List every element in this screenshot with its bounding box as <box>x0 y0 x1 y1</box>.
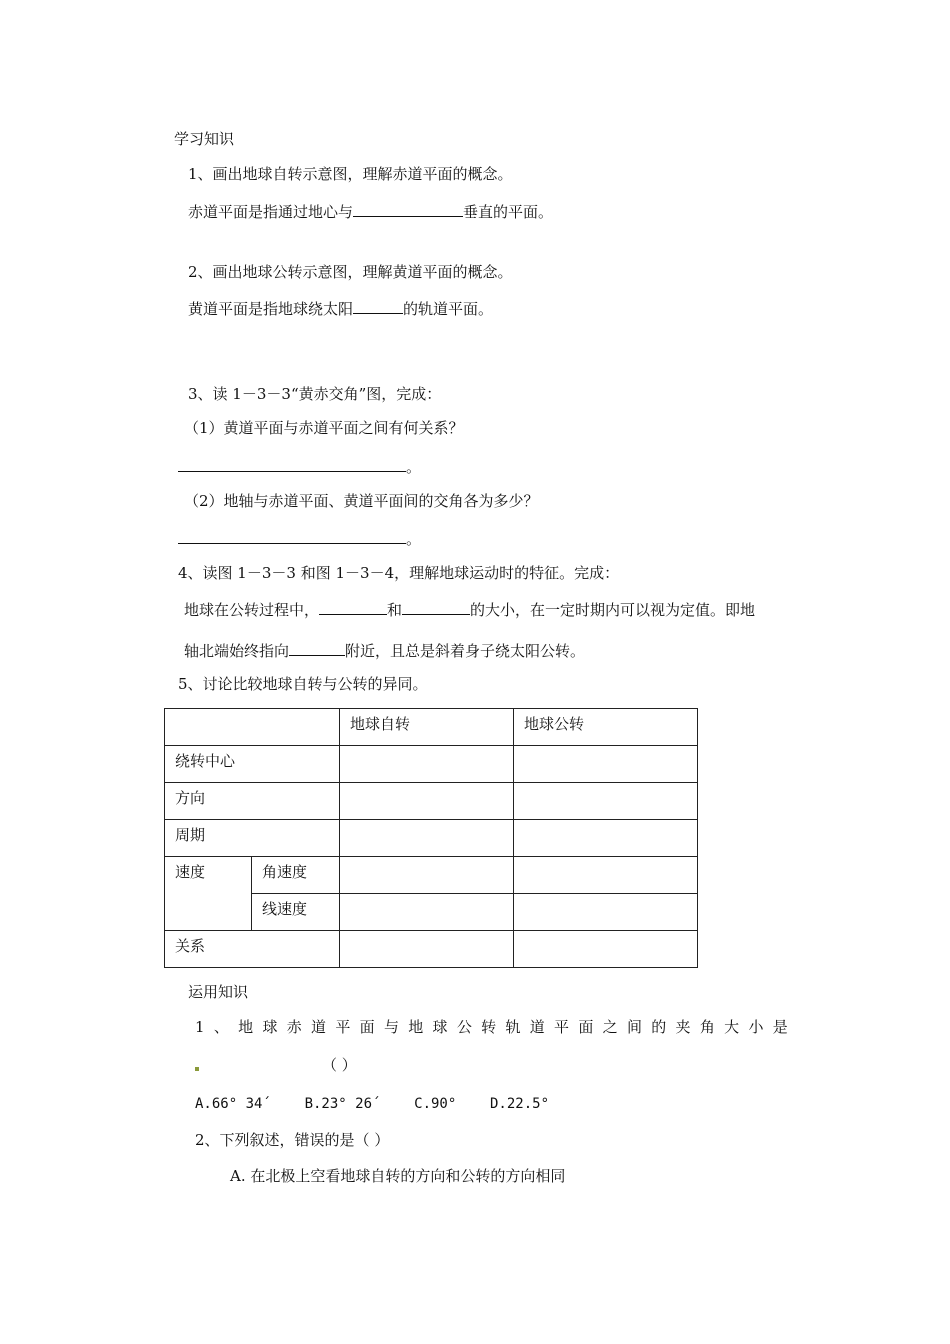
question-4-line-2 <box>184 639 585 661</box>
table-cell[interactable] <box>514 857 698 894</box>
q2-blank[interactable] <box>353 297 403 314</box>
table-row <box>165 857 698 894</box>
q2-fill-after: 的轨道平面。 <box>403 300 494 318</box>
table-cell[interactable] <box>340 894 514 931</box>
table-cell[interactable] <box>514 894 698 931</box>
q3-end-2: 。 <box>406 530 422 548</box>
table-cell[interactable] <box>514 783 698 820</box>
table-row-label: 速度 <box>165 857 252 931</box>
table-row-label: 关系 <box>165 931 340 968</box>
q4-blank-1[interactable] <box>319 598 387 615</box>
table-row <box>165 783 698 820</box>
q4-blank-2[interactable] <box>402 598 470 615</box>
table-row <box>165 931 698 968</box>
table-row-label: 绕转中心 <box>165 746 340 783</box>
table-corner-cell <box>165 709 340 746</box>
q4-blank-3[interactable] <box>289 639 345 656</box>
question-5: 5、讨论比较地球自转与公转的异同。 <box>178 675 428 693</box>
q4-l2-a: 轴北端始终指向 <box>184 642 290 660</box>
question-1: 1、画出地球自转示意图，理解赤道平面的概念。 <box>188 165 513 183</box>
question-3-sub1: （1）黄道平面与赤道平面之间有何关系？ <box>184 419 464 437</box>
table-header-rotation: 地球自转 <box>340 709 514 746</box>
table-cell[interactable] <box>340 746 514 783</box>
q1-fill-before: 赤道平面是指通过地心与 <box>188 203 354 221</box>
table-subrow-label: 角速度 <box>252 857 340 894</box>
table-header-revolution: 地球公转 <box>514 709 698 746</box>
exercise-2-option-a: A. 在北极上空看地球自转的方向和公转的方向相同 <box>230 1167 566 1185</box>
table-cell[interactable] <box>340 931 514 968</box>
q2-fill-before: 黄道平面是指地球绕太阳 <box>188 300 354 318</box>
table-cell[interactable] <box>514 820 698 857</box>
exercise-1-paren: （ ） <box>322 1056 357 1074</box>
section-title-apply: 运用知识 <box>188 983 249 1001</box>
table-cell[interactable] <box>514 746 698 783</box>
question-3: 3、读 1－3－3“黄赤交角”图，完成： <box>188 385 442 403</box>
table-cell[interactable] <box>514 931 698 968</box>
table-row <box>165 746 698 783</box>
table-cell[interactable] <box>340 783 514 820</box>
table-subrow-label: 线速度 <box>252 894 340 931</box>
question-1-fill <box>188 200 553 222</box>
table-row-label: 方向 <box>165 783 340 820</box>
table-row <box>165 709 698 746</box>
question-2: 2、画出地球公转示意图，理解黄道平面的概念。 <box>188 263 513 281</box>
table-cell[interactable] <box>340 820 514 857</box>
q3-end-1: 。 <box>406 458 422 476</box>
question-2-fill <box>188 297 493 319</box>
q4-l1-c: 的大小，在一定时期内可以视为定值。即地 <box>470 601 756 619</box>
q3-sub2-answer <box>178 527 421 549</box>
q4-l1-b: 和 <box>387 601 403 619</box>
exercise-2: 2、下列叙述，错误的是（ ） <box>195 1131 390 1149</box>
q3-sub1-answer <box>178 455 421 477</box>
section-title-learn: 学习知识 <box>174 130 235 148</box>
table-row <box>165 820 698 857</box>
q3-blank-1[interactable] <box>178 455 406 472</box>
marker-dot <box>195 1067 199 1071</box>
q4-l1-a: 地球在公转过程中， <box>184 601 320 619</box>
exercise-1: 1、地球赤道平面与地球公转轨道平面之间的夹角大小是 <box>195 1018 798 1036</box>
table-row-label: 周期 <box>165 820 340 857</box>
q3-blank-2[interactable] <box>178 527 406 544</box>
question-4: 4、读图 1－3－3 和图 1－3－4，理解地球运动时的特征。完成： <box>178 564 620 582</box>
q4-l2-b: 附近，且总是斜着身子绕太阳公转。 <box>345 642 586 660</box>
table-cell[interactable] <box>340 857 514 894</box>
exercise-1-options: A.66° 34´ B.23° 26´ C.90° D.22.5° <box>195 1096 550 1112</box>
question-3-sub2: （2）地轴与赤道平面、黄道平面间的交角各为多少？ <box>184 492 539 510</box>
q1-blank[interactable] <box>353 200 463 217</box>
question-4-line-1 <box>184 598 755 620</box>
comparison-table <box>164 708 698 968</box>
q1-fill-after: 垂直的平面。 <box>463 203 554 221</box>
